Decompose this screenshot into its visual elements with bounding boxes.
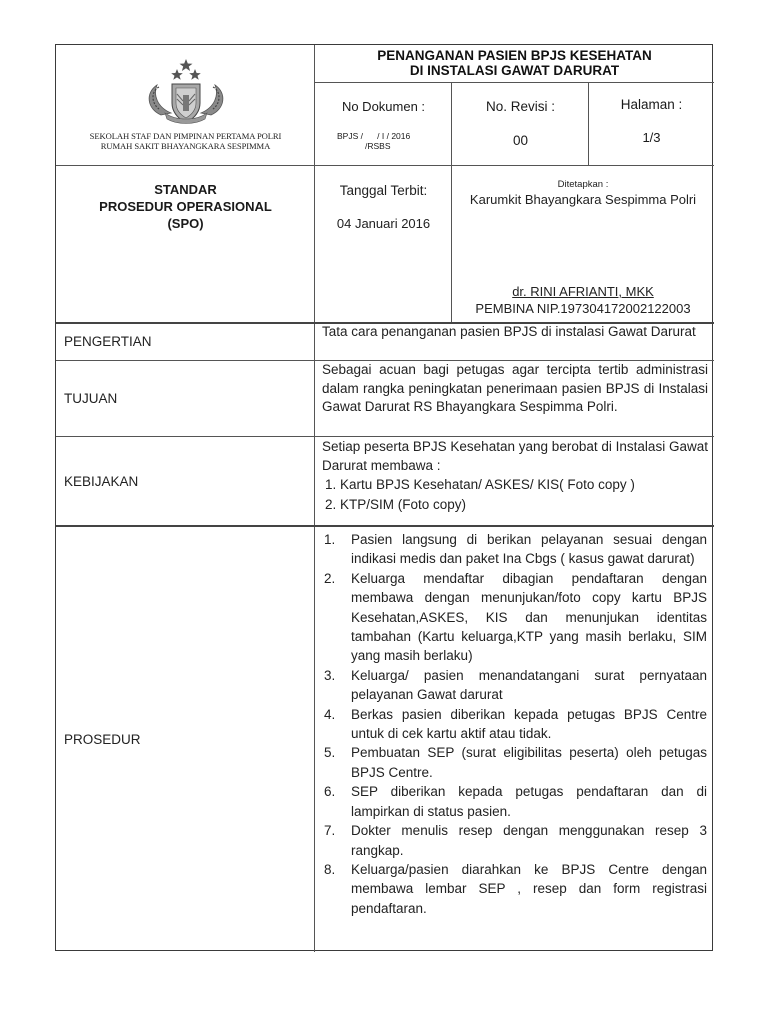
document-number-line-1: BPJS / / I / 2016 — [337, 131, 411, 141]
kebijakan-item: 1. Kartu BPJS Kesehatan/ ASKES/ KIS( Foto copy ) — [325, 477, 635, 492]
document-number-line-2: /RSBS — [365, 141, 391, 151]
document-number-cell — [315, 83, 452, 166]
prosedur-step — [322, 705, 707, 744]
section-label-kebijakan: KEBIJAKAN — [64, 473, 139, 489]
tujuan-text: Sebagai acuan bagi petugas agar tercipta tertib administrasi dalam rangka peningkatan penerimaan pasien BPJS di Instalasi Gawat Darurat RS Bhayangkara Sespimma Polri. — [322, 362, 708, 414]
revision-label: No. Revisi : — [485, 99, 556, 114]
police-emblem-icon — [141, 57, 231, 129]
spo-line-1: STANDAR — [154, 182, 217, 197]
section-label-prosedur: PROSEDUR — [64, 732, 141, 747]
step-number: 8. — [324, 861, 336, 877]
section-content-kebijakan — [315, 437, 714, 525]
prosedur-step — [322, 782, 707, 821]
spo-heading — [56, 166, 315, 323]
prosedur-step — [322, 530, 707, 569]
step-number: 5. — [324, 745, 336, 761]
step-text: Pasien langsung di berikan pelayanan sesuai dengan indikasi medis dan paket Ina Cbgs ( kasus gawat darurat) — [351, 532, 707, 567]
issue-date-cell — [315, 166, 452, 323]
signatory-nip: PEMBINA NIP.197304172002122003 — [475, 301, 691, 316]
pengertian-text: Tata cara penanganan pasien BPJS di instalasi Gawat Darurat — [322, 324, 696, 339]
title-line-2: DI INSTALASI GAWAT DARURAT — [409, 63, 620, 78]
step-text: SEP diberikan kepada petugas pendaftaran dan di lampirkan di status pasien. — [351, 784, 707, 819]
step-number: 3. — [324, 667, 336, 683]
revision-value: 00 — [512, 133, 529, 148]
hospital-name: RUMAH SAKIT BHAYANGKARA SESPIMMA — [100, 141, 271, 151]
section-label-tujuan: TUJUAN — [64, 391, 118, 406]
step-text: Dokter menulis resep dengan menggunakan resep 3 rangkap. — [351, 823, 707, 858]
document-number-value — [337, 131, 410, 151]
prosedur-step — [322, 569, 707, 666]
page-label: Halaman : — [620, 97, 683, 112]
kebijakan-intro: Setiap peserta BPJS Kesehatan yang berobat di Instalasi Gawat Darurat membawa : — [322, 439, 708, 473]
step-text: Berkas pasien diberikan kepada petugas BPJS Centre untuk di cek kartu aktif atau tidak. — [351, 706, 707, 742]
document-number-label: No Dokumen : — [341, 99, 426, 114]
kebijakan-list — [322, 475, 708, 514]
prosedur-step — [322, 860, 707, 918]
page-cell — [589, 83, 714, 166]
step-number: 2. — [324, 570, 336, 586]
section-content-pengertian — [315, 323, 714, 360]
institution-header — [56, 45, 315, 166]
prosedur-step — [322, 743, 707, 782]
spo-line-2: PROSEDUR OPERASIONAL — [99, 199, 272, 214]
issue-date-value: 04 Januari 2016 — [336, 216, 431, 231]
step-text: Keluarga/ pasien menandatangani surat pernyataan pelayanan Gawat darurat — [351, 667, 707, 703]
title-line-1: PENANGANAN PASIEN BPJS KESEHATAN — [377, 48, 652, 63]
issue-date-label: Tanggal Terbit: — [339, 183, 428, 198]
approval-cell — [452, 166, 714, 323]
step-text: Keluarga/pasien diarahkan ke BPJS Centre dengan membawa lembar SEP , resep dan form registrasi pendaftaran. — [351, 861, 707, 916]
prosedur-list — [322, 530, 707, 918]
revision-cell — [452, 83, 589, 166]
prosedur-step — [322, 666, 707, 705]
step-number: 1. — [324, 532, 336, 547]
step-text: Pembuatan SEP (surat eligibilitas peserta) oleh petugas BPJS Centre. — [351, 745, 707, 780]
document-title — [315, 45, 714, 83]
section-label-pengertian: PENGERTIAN — [64, 334, 152, 349]
approval-label: Ditetapkan : — [557, 179, 609, 190]
prosedur-step — [322, 821, 707, 860]
kebijakan-item: 2. KTP/SIM (Foto copy) — [325, 496, 467, 512]
step-number: 6. — [324, 784, 336, 800]
institution-name: SEKOLAH STAF DAN PIMPINAN PERTAMA POLRI — [89, 131, 282, 141]
step-number: 4. — [324, 706, 336, 722]
step-number: 7. — [324, 823, 336, 839]
signatory-name: dr. RINI AFRIANTI, MKK — [512, 284, 654, 299]
spo-line-3: (SPO) — [167, 216, 204, 231]
section-content-prosedur — [315, 527, 714, 952]
spo-document — [55, 44, 713, 951]
section-content-tujuan — [315, 361, 714, 436]
page-value: 1/3 — [642, 130, 661, 145]
step-text: Keluarga mendaftar dibagian pendaftaran dengan membawa dengan menunjukan/foto copy kartu BPJS Kesehatan,ASKES, KIS dan menunjukan identitas tambahan (Kartu keluarga,KTP yang masih berlaku, SIM yang masih berlaku) — [351, 570, 707, 664]
approval-organization: Karumkit Bhayangkara Sespimma Polri — [469, 192, 697, 207]
